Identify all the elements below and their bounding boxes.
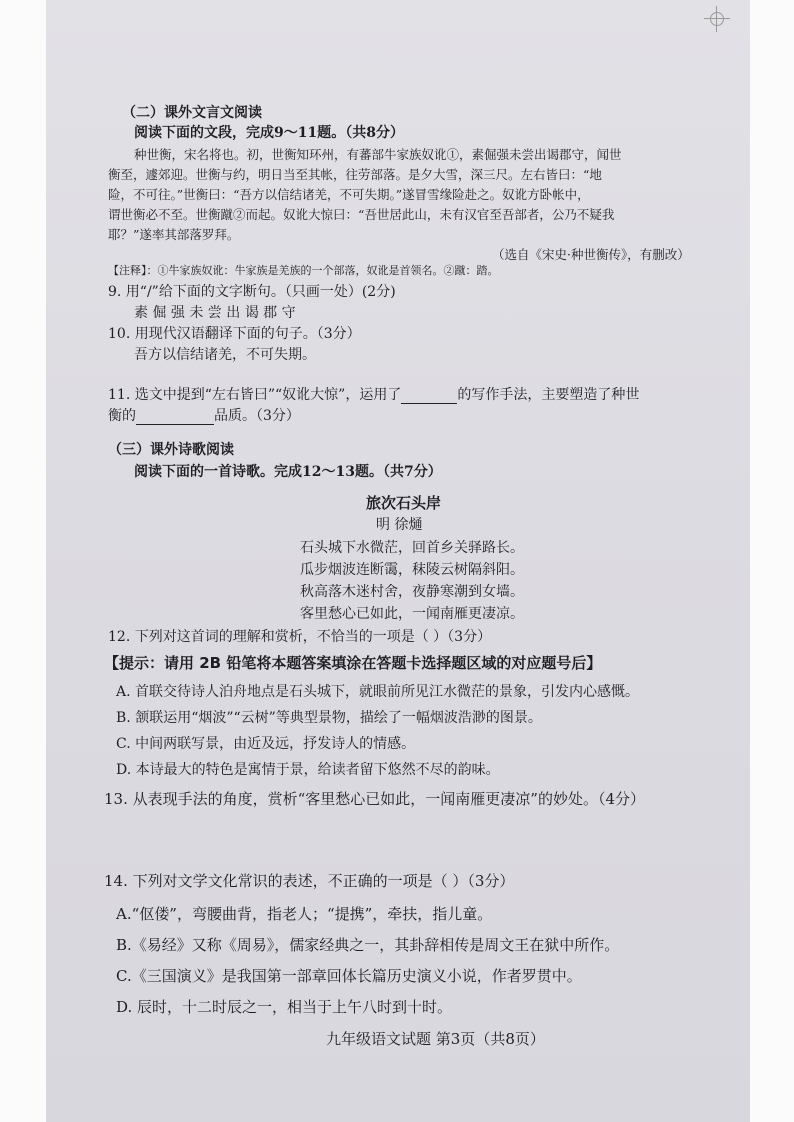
question-11-line-1 [108, 386, 639, 404]
question-11-part-1: 11. 选文中提到“左右皆曰”“奴讹大惊”，运用了 [108, 387, 402, 403]
passage-source: （选自《宋史·种世衡传》，有删改） [492, 247, 690, 262]
question-11-part-3: 衡的 [108, 408, 136, 424]
question-12-option-d: D. 本诗最大的特色是寓情于景，给读者留下悠然不尽的韵味。 [116, 762, 500, 778]
page-footer: 九年级语文试题 第3页（共8页） [326, 1030, 545, 1048]
question-12: 12. 下列对这首词的理解和赏析，不恰当的一项是（ ）（3分） [108, 629, 492, 645]
question-12-hint: 【提示：请用 2B 铅笔将本题答案填涂在答题卡选择题区域的对应题号后】 [104, 654, 602, 672]
page-margin-right [750, 0, 794, 1122]
question-10-sentence: 吾方以信结诸羌，不可失期。 [134, 347, 316, 363]
question-14-option-d: D. 辰时，十二时辰之一，相当于上午八时到十时。 [116, 998, 453, 1016]
question-14-option-a: A.“伛偻”，弯腰曲背，指老人；“提携”，牵扶，指儿童。 [116, 905, 493, 923]
passage-line-5: 耶？”遂率其部落罗拜。 [108, 227, 240, 242]
question-12-option-c: C. 中间两联写景，由近及远，抒发诗人的情感。 [116, 736, 416, 752]
question-10: 10. 用现代汉语翻译下面的句子。（3分） [108, 326, 361, 342]
question-14: 14. 下列对文学文化常识的表述，不正确的一项是（ ）（3分） [104, 872, 515, 890]
poem-line-1: 石头城下水微茫，回首乡关驿路长。 [300, 540, 524, 556]
question-11-part-2: 的写作手法，主要塑造了种世 [457, 387, 640, 403]
poem-line-3: 秋高落木迷村舍，夜静寒潮到女墙。 [300, 584, 524, 600]
question-14-option-b: B.《易经》又称《周易》，儒家经典之一，其卦辞相传是周文王在狱中所作。 [116, 936, 620, 954]
passage-line-2: 衡至，遽郊迎。世衡与约，明日当至其帐，往劳部落。是夕大雪，深三尺。左右皆曰：“地 [108, 167, 602, 182]
question-9: 9. 用“/”给下面的文字断句。（只画一处）(2分) [108, 284, 396, 300]
passage-line-3: 险，不可往。”世衡曰：“吾方以信结诸羌，不可失期。”遂冒雪缘险赴之。奴讹方卧帐中， [108, 187, 590, 202]
passage-line-1: 种世衡，宋名将也。初，世衡知环州，有蕃部牛家族奴讹①，素倔强未尝出谒郡守，闻世 [134, 147, 622, 162]
question-11-blank-2[interactable] [136, 424, 214, 425]
section2-instruction: 阅读下面的文段，完成9～11题。（共8分） [134, 125, 404, 141]
exam-paper [46, 0, 750, 1122]
question-11-line-2 [108, 407, 300, 425]
question-13: 13. 从表现手法的角度，赏析“客里愁心已如此，一闻南雁更凄凉”的妙处。（4分） [104, 790, 646, 808]
poem-line-4: 客里愁心已如此，一闻南雁更凄凉。 [300, 606, 524, 622]
page-margin-left [0, 0, 46, 1122]
passage-line-4: 谓世衡必不至。世衡蹴②而起。奴讹大惊曰：“吾世居此山，未有汉官至吾部者，公乃不疑我 [108, 207, 615, 222]
question-11-blank-1[interactable] [401, 403, 457, 404]
question-14-option-c: C.《三国演义》是我国第一部章回体长篇历史演义小说，作者罗贯中。 [116, 967, 582, 985]
poem-title: 旅次石头岸 [366, 494, 442, 512]
poem-line-2: 瓜步烟波连断霭，秣陵云树隔斜阳。 [300, 562, 524, 578]
question-11-part-4: 品质。（3分） [214, 408, 300, 424]
question-12-option-b: B. 颔联运用“烟波”“云树”等典型景物，描绘了一幅烟波浩渺的图景。 [116, 710, 542, 726]
section3-instruction: 阅读下面的一首诗歌。完成12～13题。（共7分） [134, 464, 442, 480]
question-12-option-a: A. 首联交待诗人泊舟地点是石头城下，就眼前所见江水微茫的景象，引发内心感慨。 [116, 684, 640, 700]
question-9-sentence: 素 倔 强 未 尝 出 谒 郡 守 [134, 305, 296, 321]
passage-note: 【注释】：①牛家族奴讹：牛家族是羌族的一个部落，奴讹是首领名。②蹴：踏。 [108, 264, 499, 277]
section2-heading: （二）课外文言文阅读 [122, 105, 262, 121]
poem-author: 明 徐熥 [376, 517, 423, 533]
registration-mark-icon [704, 6, 730, 32]
section3-heading: （三）课外诗歌阅读 [108, 442, 234, 458]
